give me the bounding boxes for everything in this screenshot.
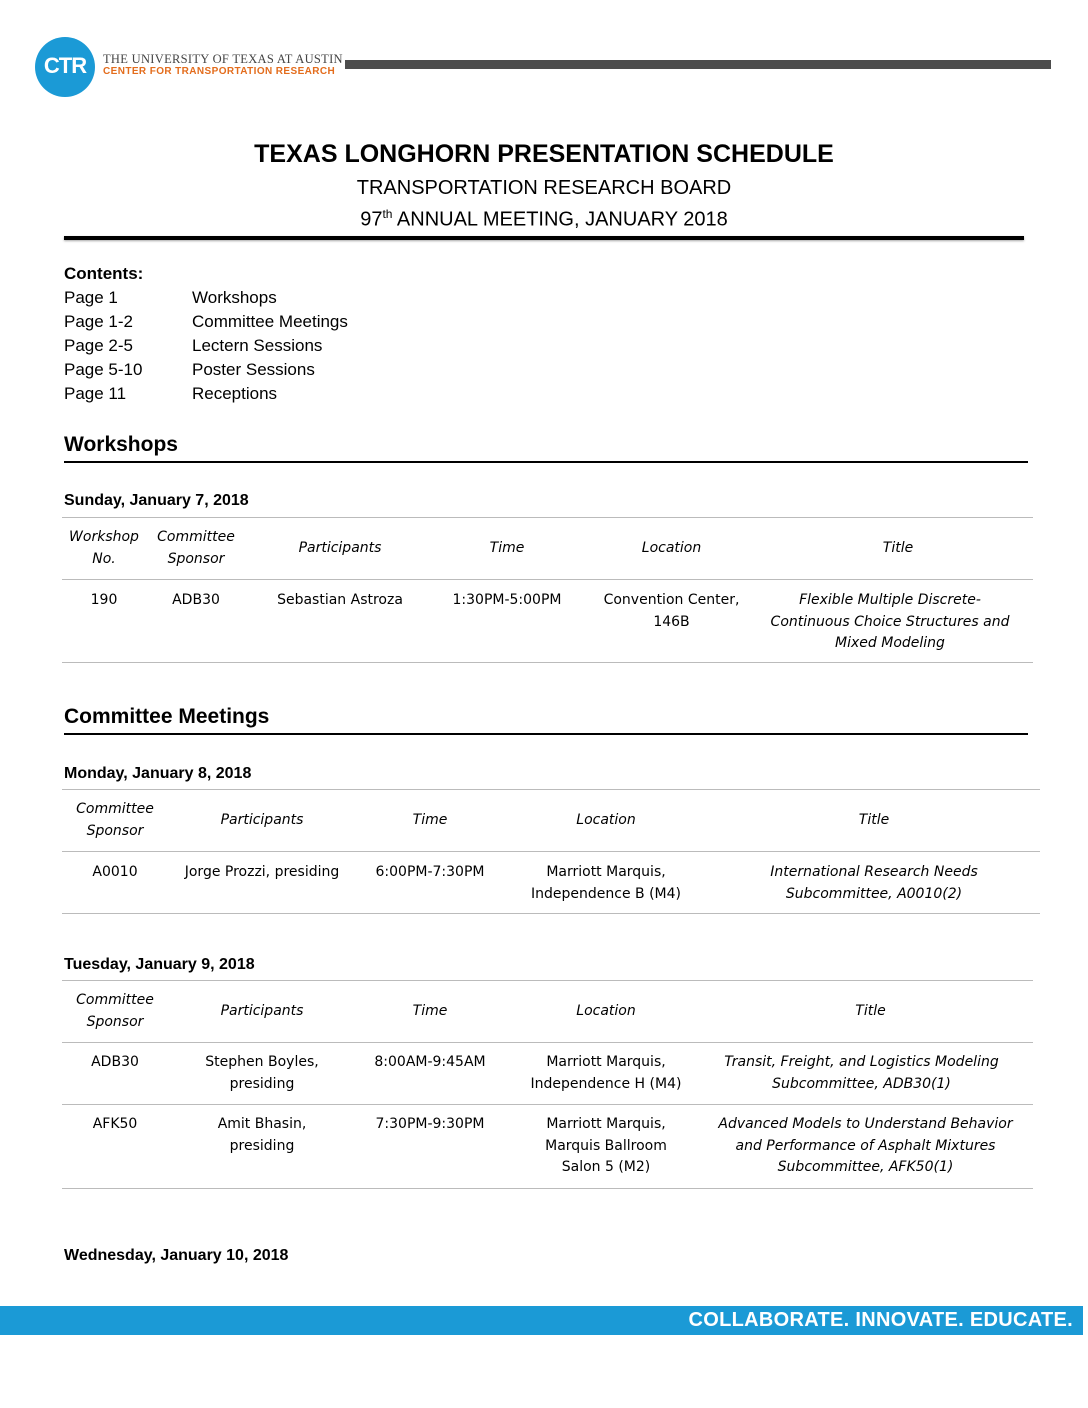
session-title: International Research Needs Subcommittee, A0010(2) bbox=[770, 864, 978, 902]
table-row bbox=[62, 1105, 1033, 1189]
meeting-number: 97 bbox=[360, 208, 383, 231]
contents-page: Page 2-5 bbox=[64, 336, 133, 355]
committee-meetings-divider bbox=[64, 733, 1028, 735]
column-header: Location bbox=[576, 1002, 636, 1019]
committee-day-heading: Monday, January 8, 2018 bbox=[64, 765, 252, 782]
header-divider bbox=[345, 60, 1051, 69]
contents-page: Page 1 bbox=[64, 288, 118, 307]
contents-item bbox=[64, 312, 348, 332]
footer-banner bbox=[0, 1306, 1083, 1335]
university-name: THE UNIVERSITY OF TEXAS AT AUSTIN bbox=[103, 52, 343, 66]
column-header: Location bbox=[641, 539, 702, 556]
contents-item bbox=[64, 288, 277, 308]
table-header-row bbox=[62, 518, 1033, 580]
page-title: TEXAS LONGHORN PRESENTATION SCHEDULE bbox=[254, 140, 834, 168]
location: Marriott Marquis, Independence H (M4) bbox=[530, 1054, 682, 1092]
table-row bbox=[62, 852, 1040, 914]
table-row bbox=[62, 1043, 1033, 1105]
contents-label: Committee Meetings bbox=[192, 312, 348, 331]
location: Marriott Marquis, Independence B (M4) bbox=[531, 864, 681, 902]
column-header: Time bbox=[412, 811, 448, 828]
column-header: Title bbox=[882, 539, 914, 556]
committee-sponsor: A0010 bbox=[92, 864, 138, 880]
contents-label: Workshops bbox=[192, 288, 277, 307]
session-title: Transit, Freight, and Logistics Modeling Subcommittee, ADB30(1) bbox=[724, 1054, 999, 1092]
committee-day-heading: Tuesday, January 9, 2018 bbox=[64, 956, 255, 973]
contents-page: Page 1-2 bbox=[64, 312, 133, 331]
workshops-day-heading: Sunday, January 7, 2018 bbox=[64, 492, 249, 509]
committee-sponsor: ADB30 bbox=[172, 592, 220, 608]
workshops-divider bbox=[64, 461, 1028, 463]
column-header: Time bbox=[412, 1002, 448, 1019]
footer-tagline: COLLABORATE. INNOVATE. EDUCATE. bbox=[688, 1309, 1073, 1331]
workshops-table bbox=[62, 517, 1033, 663]
contents-label: Receptions bbox=[192, 384, 278, 403]
participants: Jorge Prozzi, presiding bbox=[184, 864, 340, 880]
column-header: Workshop No. bbox=[69, 529, 139, 567]
contents-page: Page 11 bbox=[64, 384, 127, 403]
committee-sponsor: ADB30 bbox=[91, 1054, 139, 1070]
column-header: Time bbox=[489, 539, 525, 556]
logo-letters: CTR bbox=[43, 53, 87, 78]
time: 7:30PM-9:30PM bbox=[375, 1116, 485, 1132]
subtitle-board: TRANSPORTATION RESEARCH BOARD bbox=[356, 177, 732, 199]
participants: Amit Bhasin, presiding bbox=[217, 1116, 307, 1154]
session-title: Advanced Models to Understand Behavior and Performance of Asphalt Mixtures Subcommittee, AFK50(1) bbox=[718, 1116, 1013, 1175]
committee-day-heading: Wednesday, January 10, 2018 bbox=[64, 1247, 289, 1264]
column-header: Committee Sponsor bbox=[157, 529, 235, 567]
contents-item bbox=[64, 360, 315, 380]
table-row bbox=[62, 580, 1033, 663]
meeting-date: ANNUAL MEETING, JANUARY 2018 bbox=[392, 208, 728, 231]
contents-label: Poster Sessions bbox=[192, 360, 315, 379]
column-header: Committee Sponsor bbox=[76, 992, 154, 1030]
column-header: Location bbox=[576, 811, 636, 828]
subtitle-meeting bbox=[0, 207, 1088, 232]
column-header: Participants bbox=[298, 539, 382, 556]
participants: Stephen Boyles, presiding bbox=[205, 1054, 319, 1092]
center-name: CENTER FOR TRANSPORTATION RESEARCH bbox=[103, 66, 336, 77]
table-header-row bbox=[62, 790, 1040, 852]
committee-meetings-heading: Committee Meetings bbox=[64, 705, 270, 728]
column-header: Participants bbox=[220, 1002, 304, 1019]
session-title: Flexible Multiple Discrete-Continuous Choice Structures and Mixed Modeling bbox=[770, 592, 1010, 651]
time: 8:00AM-9:45AM bbox=[374, 1054, 486, 1070]
ctr-logo bbox=[35, 37, 95, 97]
contents-heading: Contents: bbox=[64, 264, 144, 283]
monday-meetings-table bbox=[62, 789, 1040, 914]
workshop-number: 190 bbox=[90, 592, 118, 608]
time: 6:00PM-7:30PM bbox=[375, 864, 485, 880]
workshops-heading: Workshops bbox=[64, 433, 178, 456]
tuesday-meetings-table bbox=[62, 980, 1033, 1189]
column-header: Committee Sponsor bbox=[76, 801, 154, 839]
location: Marriott Marquis, Marquis Ballroom Salon 5 (M2) bbox=[545, 1116, 667, 1175]
contents-label: Lectern Sessions bbox=[192, 336, 323, 355]
participants: Sebastian Astroza bbox=[277, 592, 403, 608]
column-header: Participants bbox=[220, 811, 304, 828]
title-divider bbox=[64, 236, 1024, 240]
contents-item bbox=[64, 384, 277, 404]
contents-page: Page 5-10 bbox=[64, 360, 143, 379]
location: Convention Center, 146B bbox=[603, 592, 740, 630]
meeting-ordinal: th bbox=[382, 207, 393, 221]
contents-item bbox=[64, 336, 322, 356]
column-header: Title bbox=[858, 811, 890, 828]
time: 1:30PM-5:00PM bbox=[452, 592, 562, 608]
table-header-row bbox=[62, 981, 1033, 1043]
committee-sponsor: AFK50 bbox=[92, 1116, 138, 1132]
column-header: Title bbox=[855, 1002, 886, 1019]
